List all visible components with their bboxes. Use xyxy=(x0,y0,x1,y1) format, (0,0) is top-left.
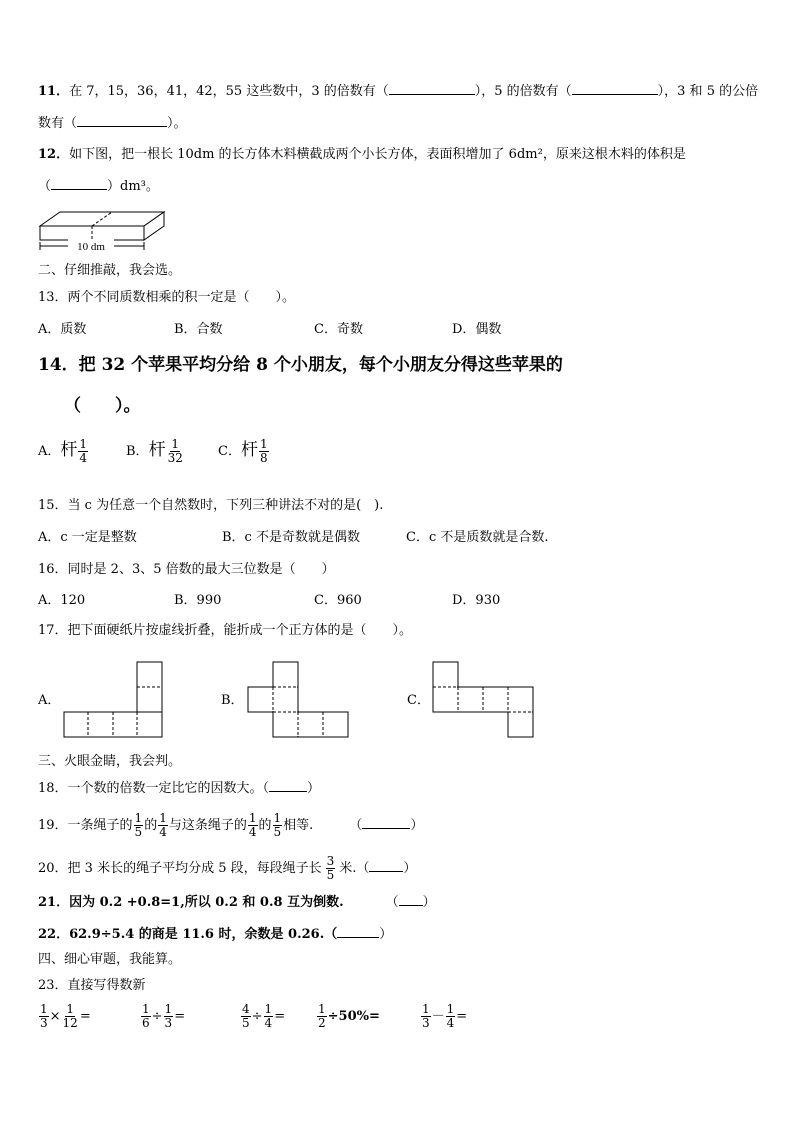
q14-option-b-fraction: $\frac{1}{32}$ xyxy=(167,437,183,465)
q11-line1 xyxy=(38,82,758,101)
q12-line2 xyxy=(38,177,159,196)
q14-option-b[interactable] xyxy=(126,438,185,465)
section-3-heading: 三、火眼金睛，我会判。 xyxy=(38,754,182,769)
q14-stem: 14．把 32 个苹果平均分给 8 个小朋友，每个小朋友分得这些苹果的 xyxy=(38,355,563,375)
q16-option-d[interactable]: D．930 xyxy=(452,593,501,608)
section-2-heading: 二、仔细推敲，我会选。 xyxy=(38,263,182,278)
divide-operator: ÷ xyxy=(251,1009,263,1024)
q17-option-b[interactable]: B． xyxy=(221,693,244,708)
q22-paren-close: ） xyxy=(379,927,393,942)
q18-blank[interactable] xyxy=(269,779,307,792)
q21-paren-close: ） xyxy=(422,895,436,910)
q15-option-b[interactable]: B．c 不是奇数就是偶数 xyxy=(222,530,360,545)
q19-text-b: 的 xyxy=(144,818,158,833)
q12-paren: （ xyxy=(38,179,52,194)
q19-fraction-4: $\frac{1}{5}$ xyxy=(273,811,282,839)
q23-expression-4[interactable]: $\frac{1}{2}$ ÷50%= xyxy=(318,1002,380,1030)
net-a-figure[interactable] xyxy=(64,662,164,738)
q21-text: 21．因为 0.2 +0.8=1,所以 0.2 和 0.8 互为倒数. xyxy=(38,895,344,910)
q20-line xyxy=(38,855,416,882)
q14-option-c-word: 杆 xyxy=(240,440,258,460)
q11-line2 xyxy=(38,114,187,133)
q18-line xyxy=(38,779,320,798)
q13-option-d[interactable]: D．偶数 xyxy=(452,322,502,337)
q11-number: 11． xyxy=(38,84,70,99)
divide-operator: ÷ xyxy=(151,1009,163,1024)
q19-paren-close: ） xyxy=(410,818,424,833)
wood-block-figure xyxy=(38,208,168,254)
q14-option-a-word: 杆 xyxy=(60,440,78,460)
q21-paren-open: （ xyxy=(385,895,399,910)
net-b-figure[interactable] xyxy=(248,662,350,738)
q20-fraction: $\frac{3}{5}$ xyxy=(326,854,335,882)
q16-option-b[interactable]: B．990 xyxy=(174,593,222,608)
q17-option-c[interactable]: C． xyxy=(407,693,430,708)
q12-blank[interactable] xyxy=(51,177,107,190)
q15-option-a[interactable]: A．c 一定是整数 xyxy=(38,530,137,545)
q12-text-3: ）dm³。 xyxy=(107,179,159,194)
q11-blank-2[interactable] xyxy=(572,82,658,95)
q14-option-a-fraction: $\frac{1}{4}$ xyxy=(79,437,88,465)
q19-line xyxy=(38,812,423,839)
q14-paren: （ ）。 xyxy=(64,396,141,416)
q14-option-a-label: A． xyxy=(38,444,61,459)
q13-stem: 13．两个不同质数相乘的积一定是（ ）。 xyxy=(38,290,296,305)
q13-option-b[interactable]: B．合数 xyxy=(174,322,223,337)
q13-option-a[interactable]: A．质数 xyxy=(38,322,87,337)
q18-paren-close: ） xyxy=(307,781,321,796)
q18-text: 18．一个数的倍数一定比它的因数大。（ xyxy=(38,781,270,796)
q19-text-a: 19．一条绳子的 xyxy=(38,818,133,833)
q19-blank[interactable] xyxy=(362,816,410,829)
q11-blank-3[interactable] xyxy=(77,114,167,127)
q15-option-c[interactable]: C．c 不是质数就是合数. xyxy=(406,530,549,545)
q20-blank[interactable] xyxy=(369,859,403,872)
q20-text-b: 米.（ xyxy=(339,861,370,876)
q19-text-e: 相等. xyxy=(283,818,314,833)
q19-text-c: 与这条绳子的 xyxy=(168,818,247,833)
q11-text-4: 数有（ xyxy=(38,116,78,131)
q12-text-1: 如下图，把一根长 10dm 的长方体木料横截成两个小长方体，表面积增加了 6dm²，原来这根木料的体积是 xyxy=(69,147,686,162)
section-4-heading: 四、细心审题，我能算。 xyxy=(38,952,182,967)
q12-number: 12． xyxy=(38,147,70,162)
q21-blank[interactable] xyxy=(399,893,423,906)
q14-option-c-label: C． xyxy=(218,444,241,459)
q19-fraction-3: $\frac{1}{4}$ xyxy=(248,811,257,839)
q23-expression-3[interactable]: $\frac{4}{5}$ ÷ $\frac{1}{4}$ = xyxy=(242,1002,286,1030)
q14-option-b-label: B． xyxy=(126,444,149,459)
length-label: 10 dm xyxy=(77,241,105,253)
q19-fraction-1: $\frac{1}{5}$ xyxy=(134,811,143,839)
q19-fraction-2: $\frac{1}{4}$ xyxy=(159,811,167,839)
q14-option-c-fraction: $\frac{1}{8}$ xyxy=(259,437,268,465)
q22-line xyxy=(38,925,392,944)
q11-text-3: ），3 和 5 的公倍 xyxy=(657,84,759,99)
q17-option-a[interactable]: A． xyxy=(38,693,61,708)
q11-text-5: ）。 xyxy=(167,116,187,131)
q20-text-a: 20．把 3 米长的绳子平均分成 5 段，每段绳子长 xyxy=(38,861,322,876)
q17-stem: 17．把下面硬纸片按虚线折叠，能折成一个正方体的是（ ）。 xyxy=(38,623,413,638)
q22-text: 22．62.9÷5.4 的商是 11.6 时，余数是 0.26.（ xyxy=(38,927,338,942)
minus-operator: － xyxy=(431,1009,445,1024)
q19-paren-open: （ xyxy=(349,818,363,833)
q11-blank-1[interactable] xyxy=(389,82,475,95)
q16-option-a[interactable]: A．120 xyxy=(38,593,86,608)
q12-line1 xyxy=(38,146,686,164)
q16-stem: 16．同时是 2、3、5 倍数的最大三位数是（ ） xyxy=(38,562,335,577)
q20-paren-close: ） xyxy=(403,861,417,876)
q21-line xyxy=(38,893,436,912)
divide-percent-operator: ÷50%= xyxy=(327,1009,380,1024)
q19-text-d: 的 xyxy=(258,818,272,833)
q16-option-c[interactable]: C．960 xyxy=(314,593,362,608)
q11-text-1: 在 7，15，36，41，42，55 这些数中，3 的倍数有（ xyxy=(69,84,389,99)
q23-expression-5[interactable]: $\frac{1}{3}$ － $\frac{1}{4}$ = xyxy=(422,1002,468,1030)
q13-option-c[interactable]: C．奇数 xyxy=(314,322,363,337)
q14-option-c[interactable] xyxy=(218,438,270,465)
q23-stem: 23．直接写得数新 xyxy=(38,978,146,993)
q15-stem: 15．当 c 为任意一个自然数时，下列三种讲法不对的是( ). xyxy=(38,498,384,513)
net-c-figure[interactable] xyxy=(433,662,535,738)
multiply-operator: × xyxy=(49,1009,61,1024)
q14-option-b-word: 杆 xyxy=(148,440,166,460)
q23-expression-2[interactable]: $\frac{1}{6}$ ÷ $\frac{1}{3}$ = xyxy=(142,1002,186,1030)
q14-option-a[interactable] xyxy=(38,438,89,465)
q22-blank[interactable] xyxy=(337,925,379,938)
q23-expression-1[interactable]: $\frac{1}{3}$ × $\frac{1}{12}$ = xyxy=(40,1002,91,1030)
q11-text-2: ），5 的倍数有（ xyxy=(474,84,572,99)
